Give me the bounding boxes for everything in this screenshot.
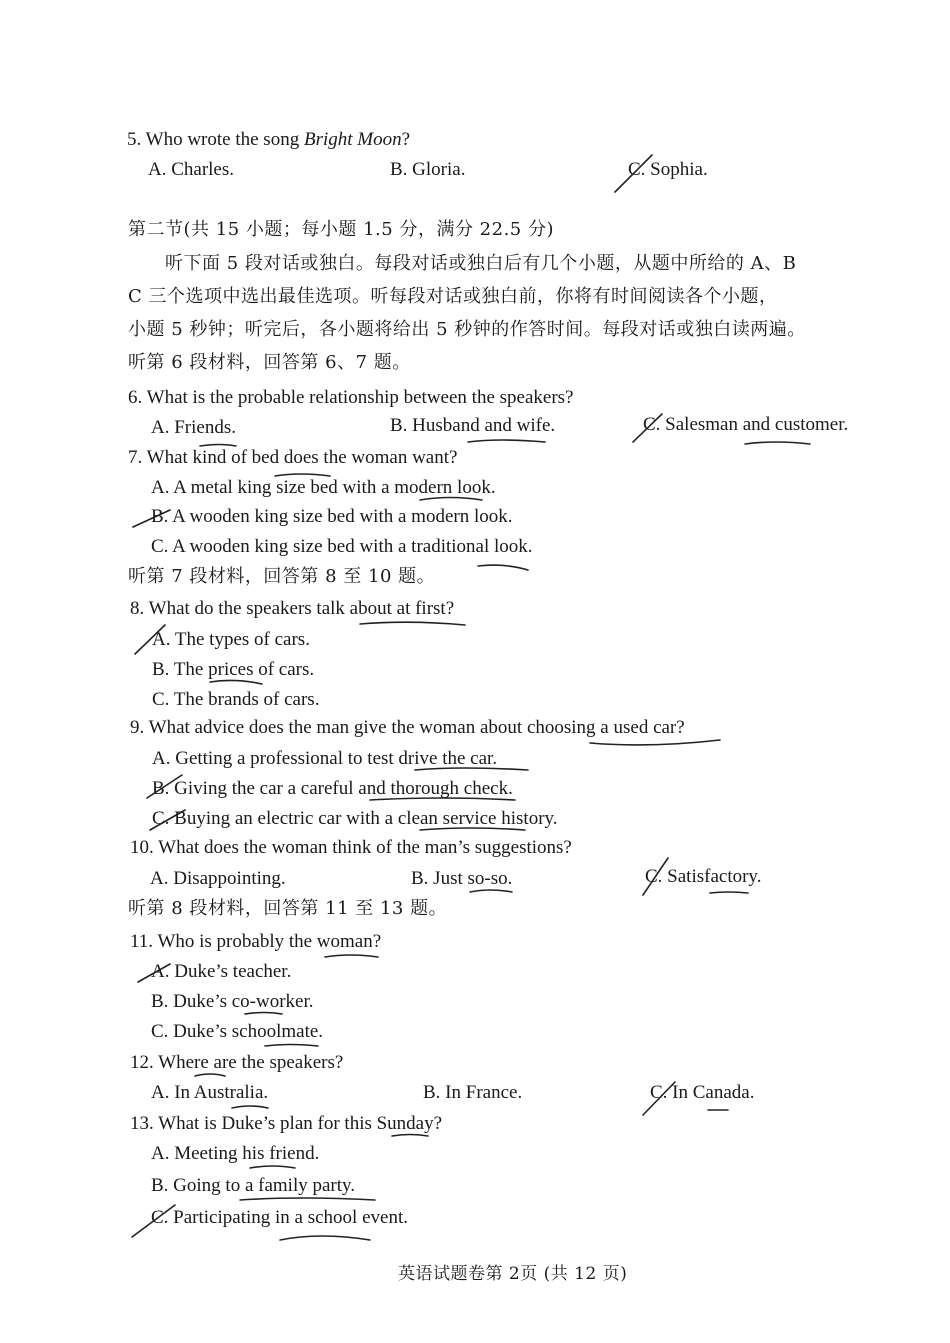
option-11a: A. Duke’s teacher.	[151, 961, 292, 982]
question-11: 11. Who is probably the woman?	[130, 931, 382, 952]
question-10: 10. What does the woman think of the man’s suggestions?	[130, 837, 572, 858]
option-13c: C. Participating in a school event.	[151, 1207, 408, 1228]
underline-mark	[325, 955, 378, 957]
underline-mark	[280, 1236, 370, 1240]
underline-mark	[265, 1045, 318, 1047]
instructions-line-1: 听下面 5 段对话或独白。每段对话或独白后有几个小题，从题中所给的 A、B	[165, 253, 797, 274]
option-10b: B. Just so-so.	[411, 868, 513, 889]
option-5b: B. Gloria.	[390, 159, 466, 180]
question-8: 8. What do the speakers talk about at first?	[130, 598, 455, 619]
option-12c: C. In Canada.	[650, 1082, 755, 1103]
question-7: 7. What kind of bed does the woman want?	[128, 447, 458, 468]
underline-mark	[745, 442, 810, 444]
underline-mark	[710, 892, 748, 893]
question-5	[127, 128, 410, 152]
section-heading: 第二节(共 15 小题；每小题 1.5 分，满分 22.5 分)	[128, 219, 554, 240]
option-6a: A. Friends.	[151, 417, 236, 438]
material-8-label: 听第 8 段材料，回答第 11 至 13 题。	[128, 898, 448, 919]
option-8a: A. The types of cars.	[152, 629, 310, 650]
option-5c: C. Sophia.	[628, 159, 708, 180]
underline-mark	[240, 1198, 375, 1200]
option-8c: C. The brands of cars.	[152, 689, 320, 710]
option-10a: A. Disappointing.	[150, 868, 286, 889]
option-7a: A. A metal king size bed with a modern look.	[151, 477, 496, 498]
material-6-label: 听第 6 段材料，回答第 6、7 题。	[128, 352, 411, 373]
option-9a: A. Getting a professional to test drive the car.	[152, 748, 498, 769]
material-7-label: 听第 7 段材料，回答第 8 至 10 题。	[128, 566, 436, 587]
question-6: 6. What is the probable relationship between the speakers?	[128, 387, 574, 408]
song-title: Bright Moon	[303, 129, 402, 150]
option-10c: C. Satisfactory.	[645, 866, 762, 887]
question-mark: ?	[401, 129, 411, 150]
underline-mark	[360, 622, 465, 625]
option-11b: B. Duke’s co-worker.	[151, 991, 314, 1012]
option-6c: C. Salesman and customer.	[643, 414, 849, 435]
option-6b: B. Husband and wife.	[390, 415, 556, 436]
page-footer: 英语试题卷第 2页 (共 12 页)	[398, 1264, 628, 1284]
underline-mark	[232, 1106, 268, 1108]
option-7b: B. A wooden king size bed with a modern look.	[151, 506, 513, 527]
instructions-line-2: C 三个选项中选出最佳选项。听每段对话或独白前，你将有时间阅读各个小题，	[128, 286, 778, 307]
option-13b: B. Going to a family party.	[151, 1175, 356, 1196]
instructions-line-3: 小题 5 秒钟；听完后，各小题将给出 5 秒钟的作答时间。每段对话或独白读两遍。	[128, 319, 806, 340]
option-7c: C. A wooden king size bed with a traditional look.	[151, 536, 533, 557]
option-13a: A. Meeting his friend.	[151, 1143, 320, 1164]
option-9b: B. Giving the car a careful and thorough check.	[152, 778, 513, 799]
option-9c: C. Buying an electric car with a clean service history.	[152, 808, 558, 829]
option-12b: B. In France.	[423, 1082, 523, 1103]
underline-mark	[250, 1166, 295, 1168]
question-13: 13. What is Duke’s plan for this Sunday?	[130, 1113, 443, 1134]
question-9: 9. What advice does the man give the woman about choosing a used car?	[130, 717, 685, 738]
question-12: 12. Where are the speakers?	[130, 1052, 344, 1073]
underline-mark	[590, 740, 720, 745]
option-8b: B. The prices of cars.	[152, 659, 315, 680]
option-11c: C. Duke’s schoolmate.	[151, 1021, 324, 1042]
option-12a: A. In Australia.	[151, 1082, 269, 1103]
underline-mark	[478, 565, 528, 570]
question-text: 5. Who wrote the song	[127, 129, 304, 150]
underline-mark	[468, 440, 545, 442]
option-5a: A. Charles.	[148, 159, 235, 180]
